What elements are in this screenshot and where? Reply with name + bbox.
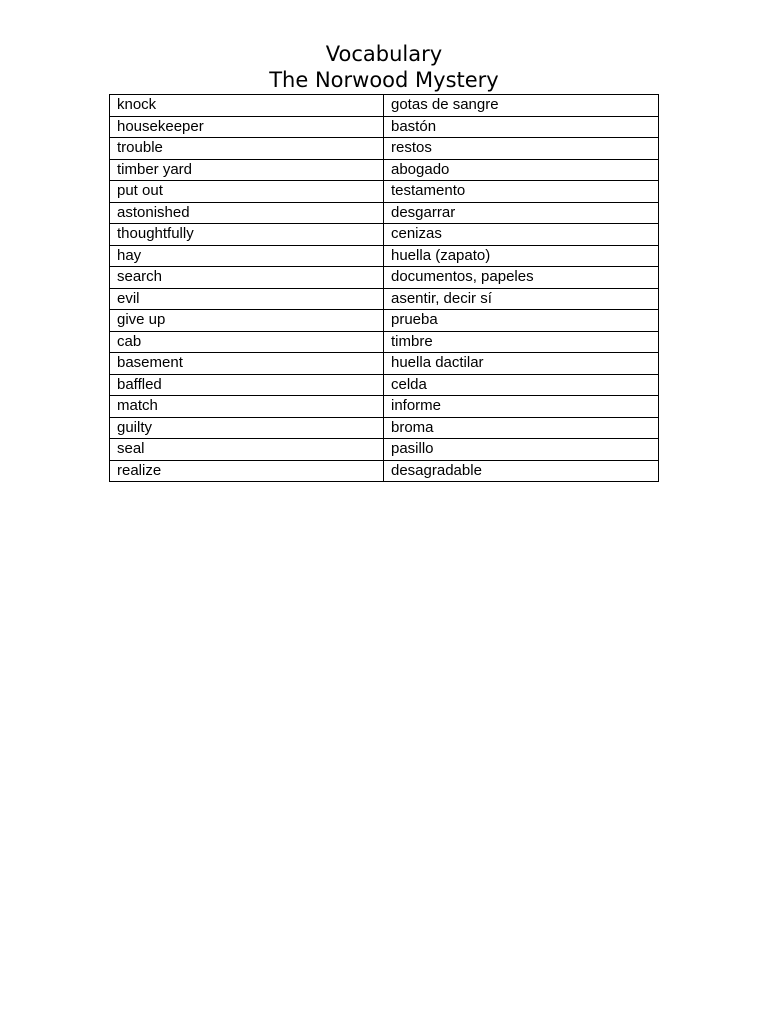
english-word-cell: knock (110, 95, 384, 117)
spanish-word-cell: cenizas (384, 224, 659, 246)
table-row (110, 245, 659, 267)
table-row (110, 439, 659, 461)
spanish-word-cell: restos (384, 138, 659, 160)
table-row (110, 310, 659, 332)
english-word-cell: seal (110, 439, 384, 461)
english-word-cell: realize (110, 460, 384, 482)
spanish-word-cell: prueba (384, 310, 659, 332)
english-word-cell: give up (110, 310, 384, 332)
spanish-word-cell: informe (384, 396, 659, 418)
english-word-cell: astonished (110, 202, 384, 224)
table-row (110, 417, 659, 439)
english-word-cell: search (110, 267, 384, 289)
table-row (110, 138, 659, 160)
english-word-cell: guilty (110, 417, 384, 439)
english-word-cell: basement (110, 353, 384, 375)
table-row (110, 116, 659, 138)
english-word-cell: thoughtfully (110, 224, 384, 246)
table-row (110, 224, 659, 246)
table-row (110, 181, 659, 203)
spanish-word-cell: timbre (384, 331, 659, 353)
english-word-cell: hay (110, 245, 384, 267)
spanish-word-cell: bastón (384, 116, 659, 138)
spanish-word-cell: desgarrar (384, 202, 659, 224)
english-word-cell: put out (110, 181, 384, 203)
vocabulary-table (109, 94, 659, 482)
table-row (110, 374, 659, 396)
english-word-cell: cab (110, 331, 384, 353)
english-word-cell: housekeeper (110, 116, 384, 138)
spanish-word-cell: asentir, decir sí (384, 288, 659, 310)
spanish-word-cell: abogado (384, 159, 659, 181)
table-row (110, 159, 659, 181)
table-row (110, 267, 659, 289)
english-word-cell: timber yard (110, 159, 384, 181)
table-row (110, 331, 659, 353)
table-row (110, 95, 659, 117)
english-word-cell: evil (110, 288, 384, 310)
spanish-word-cell: celda (384, 374, 659, 396)
spanish-word-cell: broma (384, 417, 659, 439)
page-title: Vocabulary (325, 42, 443, 66)
spanish-word-cell: testamento (384, 181, 659, 203)
spanish-word-cell: gotas de sangre (384, 95, 659, 117)
table-row (110, 396, 659, 418)
title-block (0, 42, 768, 93)
spanish-word-cell: documentos, papeles (384, 267, 659, 289)
table-row (110, 460, 659, 482)
page-subtitle: The Norwood Mystery (269, 67, 499, 92)
spanish-word-cell: huella dactilar (384, 353, 659, 375)
spanish-word-cell: pasillo (384, 439, 659, 461)
english-word-cell: baffled (110, 374, 384, 396)
table-row (110, 288, 659, 310)
english-word-cell: match (110, 396, 384, 418)
english-word-cell: trouble (110, 138, 384, 160)
spanish-word-cell: huella (zapato) (384, 245, 659, 267)
spanish-word-cell: desagradable (384, 460, 659, 482)
table-row (110, 353, 659, 375)
table-row (110, 202, 659, 224)
